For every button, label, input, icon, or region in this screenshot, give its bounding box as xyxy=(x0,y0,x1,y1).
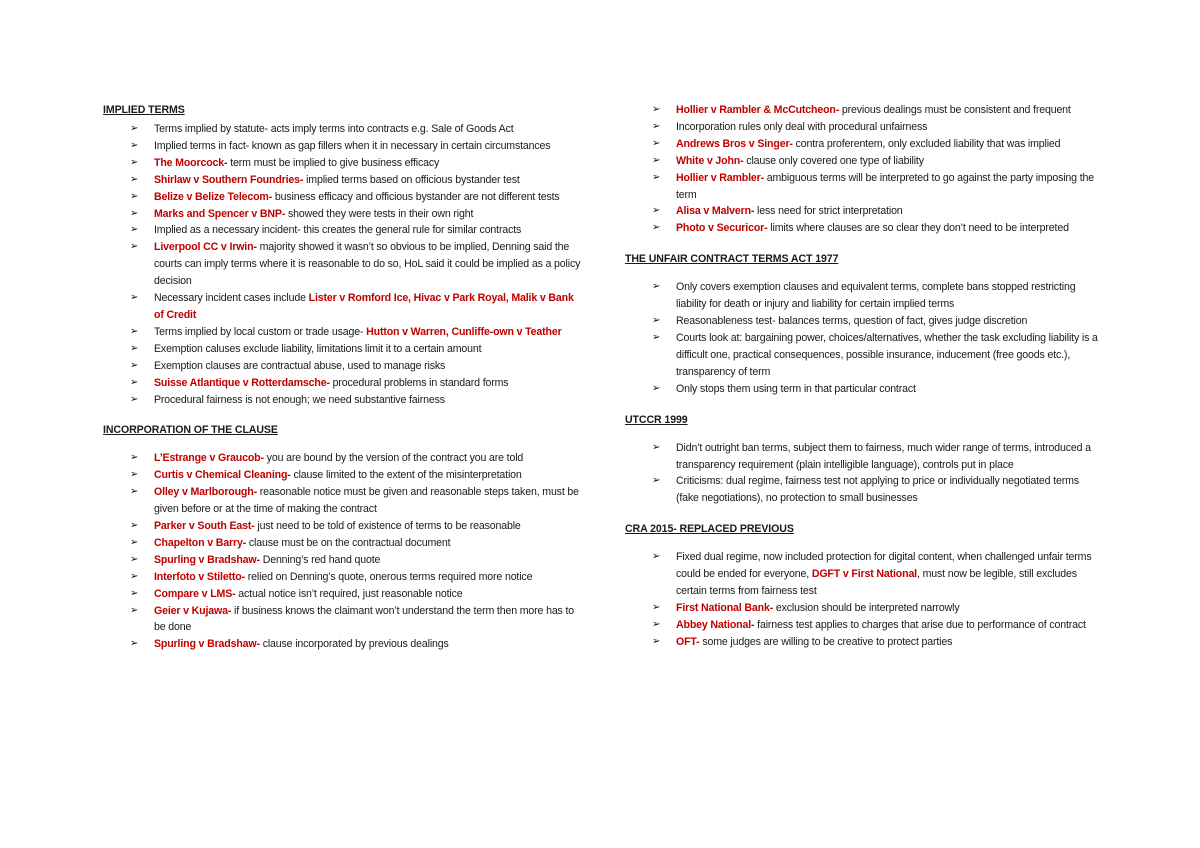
list-item xyxy=(103,484,581,518)
section xyxy=(625,521,1103,650)
list-item xyxy=(625,119,1103,136)
arrow-bullet-icon: ➢ xyxy=(130,224,139,236)
item-text: Only covers exemption clauses and equivalent terms, complete bans stopped restricting liability for death or injury and liability for certain implied terms xyxy=(676,281,1076,311)
case-name: First National Bank- xyxy=(676,601,774,614)
section xyxy=(625,412,1103,508)
case-name: Andrews Bros v Singer- xyxy=(676,137,793,150)
case-name: L’Estrange v Graucob- xyxy=(154,452,264,465)
case-name: Parker v South East- xyxy=(154,520,255,533)
arrow-bullet-icon: ➢ xyxy=(652,618,661,630)
list-item xyxy=(625,313,1103,330)
case-name: Geier v Kujawa- xyxy=(154,604,232,617)
arrow-bullet-icon: ➢ xyxy=(652,635,661,647)
item-text: Exemption clauses are contractual abuse, used to manage risks xyxy=(154,359,446,372)
arrow-bullet-icon: ➢ xyxy=(130,587,139,599)
arrow-bullet-icon: ➢ xyxy=(130,325,139,337)
arrow-bullet-icon: ➢ xyxy=(652,104,661,115)
item-text: Terms implied by local custom or trade usage- xyxy=(154,325,367,338)
list-item xyxy=(103,222,581,239)
arrow-bullet-icon: ➢ xyxy=(130,520,139,532)
list-item xyxy=(625,170,1103,204)
list-item xyxy=(103,467,581,484)
section-heading: INCORPORATION OF THE CLAUSE xyxy=(103,424,278,437)
item-text: Exemption caluses exclude liability, limitations limit it to a certain amount xyxy=(154,342,482,355)
item-text: ambiguous terms will be interpreted to go against the party imposing the term xyxy=(676,171,1094,201)
item-text: Terms implied by statute- acts imply terms into contracts e.g. Sale of Goods Act xyxy=(154,123,514,135)
list-item xyxy=(103,189,581,206)
list-item xyxy=(103,324,581,341)
arrow-bullet-icon: ➢ xyxy=(652,154,661,166)
arrow-bullet-icon: ➢ xyxy=(652,475,661,487)
arrow-bullet-icon: ➢ xyxy=(652,222,661,234)
item-text: some judges are willing to be creative to protect parties xyxy=(699,635,953,648)
case-name: Compare v LMS- xyxy=(154,587,236,600)
arrow-bullet-icon: ➢ xyxy=(652,331,661,343)
item-text: Necessary incident cases include xyxy=(154,292,309,305)
arrow-bullet-icon: ➢ xyxy=(652,441,661,453)
bullet-list xyxy=(625,102,1103,237)
list-item xyxy=(625,220,1103,237)
item-text: contra proferentem, only excluded liability that was implied xyxy=(792,137,1061,150)
arrow-bullet-icon: ➢ xyxy=(130,139,139,151)
arrow-bullet-icon: ➢ xyxy=(130,190,139,202)
arrow-bullet-icon: ➢ xyxy=(130,486,139,498)
list-item xyxy=(625,381,1103,398)
list-item xyxy=(625,279,1103,313)
item-text: clause incorporated by previous dealings xyxy=(259,638,449,651)
item-text: Courts look at: bargaining power, choices/alternatives, whether the task excluding liability is a difficult one, practical consequences, possible insurance, inducement (free goods etc.), transparency of term xyxy=(676,331,1098,378)
section-heading: IMPLIED TERMS xyxy=(103,104,185,116)
arrow-bullet-icon: ➢ xyxy=(652,551,661,563)
case-name: Spurling v Bradshaw- xyxy=(154,638,260,651)
case-name: Alisa v Malvern- xyxy=(676,205,755,218)
item-text: Only stops them using term in that particular contract xyxy=(676,382,916,395)
arrow-bullet-icon: ➢ xyxy=(130,376,139,388)
arrow-bullet-icon: ➢ xyxy=(652,601,661,613)
arrow-bullet-icon: ➢ xyxy=(130,638,139,650)
list-item xyxy=(103,358,581,375)
item-text: clause must be on the contractual document xyxy=(246,536,451,549)
item-text: majority showed it wasn’t so obvious to be implied, Denning said the courts can imply terms where it is reasonable to do so, HoL said it could be implied as a policy decision xyxy=(154,241,581,288)
list-item xyxy=(103,121,581,138)
list-item xyxy=(103,586,581,603)
list-item xyxy=(625,330,1103,381)
bullet-list xyxy=(625,549,1103,650)
list-item xyxy=(103,450,581,467)
list-item xyxy=(625,549,1103,600)
case-name: Chapelton v Barry- xyxy=(154,536,247,549)
case-name: Lister v Romford Ice, Hivac v Park Royal, Malik v Bank of Credit xyxy=(154,292,574,321)
item-text: actual notice isn’t required, just reasonable notice xyxy=(235,587,463,600)
list-item xyxy=(103,603,581,637)
list-item xyxy=(625,473,1103,507)
item-text: procedural problems in standard forms xyxy=(329,376,509,389)
list-item xyxy=(103,375,581,392)
case-name: Suisse Atlantique v Rotterdamsche- xyxy=(154,376,330,389)
arrow-bullet-icon: ➢ xyxy=(130,292,139,304)
item-text: exclusion should be interpreted narrowly xyxy=(773,601,960,614)
item-text: Denning’s red hand quote xyxy=(259,553,381,566)
list-item xyxy=(103,155,581,172)
case-name: Shirlaw v Southern Foundries- xyxy=(154,173,304,186)
list-item xyxy=(103,138,581,155)
item-text: limits where clauses are so clear they don’t need to be interpreted xyxy=(767,222,1069,235)
item-text: Reasonableness test- balances terms, question of fact, gives judge discretion xyxy=(676,315,1028,328)
section xyxy=(103,422,581,653)
item-text: implied terms based on officious bystander test xyxy=(303,173,520,186)
arrow-bullet-icon: ➢ xyxy=(130,604,139,616)
item-text: business efficacy and officious bystander are not different tests xyxy=(272,190,560,203)
list-item xyxy=(625,102,1103,119)
case-name: Liverpool CC v Irwin- xyxy=(154,241,257,254)
list-item xyxy=(625,153,1103,170)
case-name: Hutton v Warren, Cunliffe-own v Teather xyxy=(366,325,562,338)
item-text: term must be implied to give business efficacy xyxy=(227,156,440,169)
arrow-bullet-icon: ➢ xyxy=(130,452,139,464)
list-item xyxy=(625,617,1103,634)
case-name: Abbey National- xyxy=(676,618,755,631)
bullet-list xyxy=(625,279,1103,397)
list-item xyxy=(103,518,581,535)
case-name: Interfoto v Stiletto- xyxy=(154,570,246,583)
section-heading: THE UNFAIR CONTRACT TERMS ACT 1977 xyxy=(625,253,839,266)
arrow-bullet-icon: ➢ xyxy=(130,570,139,582)
item-text: previous dealings must be consistent and frequent xyxy=(839,104,1071,116)
arrow-bullet-icon: ➢ xyxy=(652,382,661,394)
arrow-bullet-icon: ➢ xyxy=(652,171,661,183)
case-name: Hollier v Rambler & McCutcheon- xyxy=(676,104,840,116)
item-text: you are bound by the version of the contract you are told xyxy=(263,452,524,465)
right-column xyxy=(625,102,1103,665)
arrow-bullet-icon: ➢ xyxy=(130,123,139,134)
bullet-list xyxy=(103,450,581,653)
bullet-list xyxy=(103,121,581,408)
list-item xyxy=(103,239,581,290)
case-name: Hollier v Rambler- xyxy=(676,171,764,184)
case-name: Curtis v Chemical Cleaning- xyxy=(154,469,291,482)
section-heading: UTCCR 1999 xyxy=(625,413,688,426)
item-text: , must now be legible, still excludes certain terms from fairness test xyxy=(676,568,1077,598)
list-item xyxy=(625,634,1103,651)
item-text: less need for strict interpretation xyxy=(754,205,903,218)
section xyxy=(625,102,1103,237)
arrow-bullet-icon: ➢ xyxy=(130,359,139,371)
list-item xyxy=(103,552,581,569)
arrow-bullet-icon: ➢ xyxy=(130,469,139,481)
case-name: The Moorcock- xyxy=(154,156,228,169)
arrow-bullet-icon: ➢ xyxy=(652,205,661,217)
case-name: Olley v Marlborough- xyxy=(154,486,257,499)
item-text: Fixed dual regime, now included protection for digital content, when challenged unfair terms could be ended for everyone, xyxy=(676,551,1092,581)
list-item xyxy=(103,535,581,552)
bullet-list xyxy=(625,440,1103,508)
list-item xyxy=(625,203,1103,220)
arrow-bullet-icon: ➢ xyxy=(130,173,139,185)
arrow-bullet-icon: ➢ xyxy=(652,281,661,293)
item-text: fairness test applies to charges that arise due to performance of contract xyxy=(754,618,1086,631)
arrow-bullet-icon: ➢ xyxy=(130,241,139,253)
list-item xyxy=(103,206,581,223)
arrow-bullet-icon: ➢ xyxy=(652,120,661,132)
arrow-bullet-icon: ➢ xyxy=(130,207,139,219)
arrow-bullet-icon: ➢ xyxy=(130,536,139,548)
section xyxy=(625,251,1103,397)
item-text: Criticisms: dual regime, fairness test not applying to price or individually negotiated terms (fake negotiations), no protection to small businesses xyxy=(676,475,1079,505)
case-name: Marks and Spencer v BNP- xyxy=(154,207,286,220)
arrow-bullet-icon: ➢ xyxy=(652,315,661,327)
case-name: White v John- xyxy=(676,154,744,167)
item-text: clause only covered one type of liability xyxy=(743,154,924,167)
list-item xyxy=(103,290,581,324)
item-text: Implied as a necessary incident- this creates the general rule for similar contracts xyxy=(154,224,522,237)
item-text: reasonable notice must be given and reasonable steps taken, must be given before or at the time of making the contract xyxy=(154,486,579,516)
item-text: Implied terms in fact- known as gap fillers when it in necessary in certain circumstances xyxy=(154,139,551,152)
item-text: Incorporation rules only deal with procedural unfairness xyxy=(676,120,928,133)
case-name: DGFT v First National xyxy=(811,568,917,581)
section-heading: CRA 2015- REPLACED PREVIOUS xyxy=(625,523,794,536)
case-name: Photo v Securicor- xyxy=(676,222,768,235)
list-item xyxy=(103,172,581,189)
list-item xyxy=(103,341,581,358)
list-item xyxy=(103,636,581,653)
left-column xyxy=(103,102,581,667)
case-name: OFT- xyxy=(676,635,700,648)
item-text: relied on Denning’s quote, onerous terms required more notice xyxy=(245,570,533,583)
item-text: Procedural fairness is not enough; we need substantive fairness xyxy=(154,393,445,406)
section xyxy=(103,102,581,408)
list-item xyxy=(625,600,1103,617)
arrow-bullet-icon: ➢ xyxy=(130,553,139,565)
item-text: if business knows the claimant won’t understand the term then more has to be done xyxy=(154,604,575,634)
arrow-bullet-icon: ➢ xyxy=(130,393,139,405)
list-item xyxy=(625,136,1103,153)
item-text: Didn’t outright ban terms, subject them to fairness, much wider range of terms, introduced a transparency requirement (plain intelligible language), controls put in place xyxy=(676,441,1091,471)
item-text: clause limited to the extent of the misinterpretation xyxy=(290,469,522,482)
list-item xyxy=(103,569,581,586)
arrow-bullet-icon: ➢ xyxy=(652,137,661,149)
case-name: Belize v Belize Telecom- xyxy=(154,190,273,203)
list-item xyxy=(625,440,1103,474)
item-text: just need to be told of existence of terms to be reasonable xyxy=(254,520,521,533)
list-item xyxy=(103,392,581,409)
case-name: Spurling v Bradshaw- xyxy=(154,553,260,566)
item-text: showed they were tests in their own right xyxy=(285,207,474,220)
arrow-bullet-icon: ➢ xyxy=(130,156,139,168)
arrow-bullet-icon: ➢ xyxy=(130,342,139,354)
